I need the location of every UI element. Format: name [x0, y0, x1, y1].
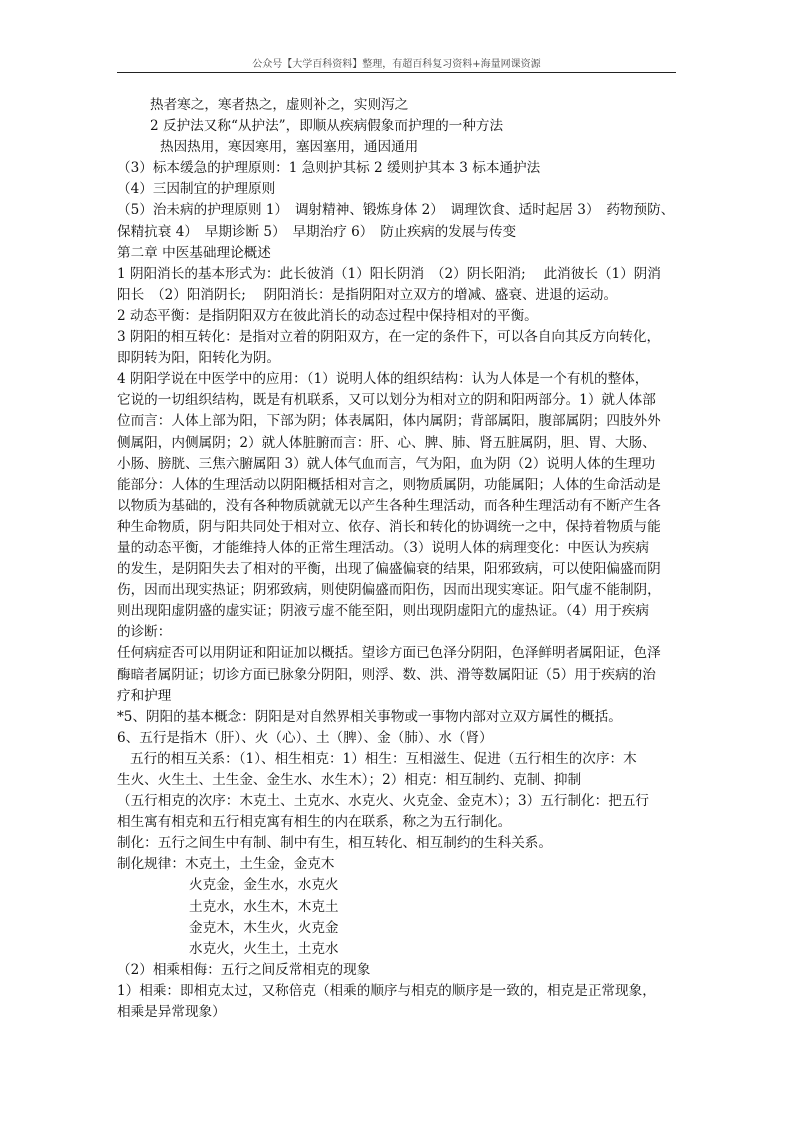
- text-line: 即阴转为阳，阳转化为阴。: [117, 350, 281, 367]
- text-line: 相乘是异常现象）: [117, 1004, 226, 1021]
- text-line: 位而言：人体上部为阳，下部为阴；体表属阳，体内属阴；背部属阳，腹部属阴；四肢外外: [117, 413, 661, 430]
- text-line: 伤，因而出现实热证；阴邪致病，则使阴偏盛而阳伤，因而出现实寒证。阳气虚不能制阴，: [117, 582, 661, 599]
- text-line: 任何病症否可以用阴证和阳证加以概括。望诊方面已色泽分阴阳，色泽鲜明者属阳证，色泽: [117, 645, 661, 662]
- text-line: （五行相克的次序：木克土、土克水、水克火、火克金、金克木）；3）五行制化：把五行: [117, 793, 650, 810]
- text-line: 制化规律：木克土，土生金，金克木: [117, 856, 335, 873]
- header-rule: [117, 72, 676, 73]
- text-line: 6、五行是指木（肝）、火（心）、土（脾）、金（肺）、水（肾）: [117, 729, 493, 746]
- text-line: 种生命物质，阴与阳共同处于相对立、依存、消长和转化的协调统一之中，保持着物质与能: [117, 518, 661, 535]
- text-line: 以物质为基础的，没有各种物质就就无以产生各种生理活动，而各种生理活动有不断产生各: [117, 497, 661, 514]
- text-line: （2）相乘相侮：五行之间反常相克的现象: [117, 961, 371, 978]
- text-line: 4 阴阳学说在中医学中的应用：（1）说明人体的组织结构：认为人体是一个有机的整体，: [117, 371, 649, 388]
- text-line: 量的动态平衡，才能维持人体的正常生理活动。（3）说明人体的病理变化：中医认为疾病: [117, 539, 650, 556]
- chapter-heading: 第二章 中医基础理论概述: [117, 244, 271, 261]
- text-line: 相生寓有相克和五行相克寓有相生的内在联系，称之为五行制化。: [117, 814, 512, 831]
- text-line: 则出现阳虚阴盛的虚实证；阴液亏虚不能至阳，则出现阴虚阳亢的虚热证。（4）用于疾病: [117, 603, 650, 620]
- text-line: 制化：五行之间生中有制、制中有生，相互转化、相互制约的生科关系。: [117, 835, 552, 852]
- text-line: 水克火，火生土，土克水: [189, 940, 339, 957]
- text-line: 2 动态平衡：是指阴阳双方在彼此消长的动态过程中保持相对的平衡。: [117, 307, 538, 324]
- text-line: （3）标本缓急的护理原则：1 急则护其标 2 缓则护其本 3 标本通护法: [117, 160, 541, 177]
- text-line: 的诊断：: [117, 624, 172, 641]
- text-line: （4）三因制宜的护理原则: [117, 181, 276, 198]
- text-line: 的发生，是阴阳失去了相对的平衡，出现了偏盛偏衰的结果，阳邪致病，可以使阳偏盛而阴: [117, 561, 661, 578]
- text-line: 它说的一切组织结构，既是有机联系，又可以划分为相对立的阴和阳两部分。1）就人体部: [117, 392, 656, 409]
- text-line: 阳长 （2）阳消阴长; 阴阳消长：是指阴阳对立双方的增减、盛衰、进退的运动。: [117, 286, 618, 303]
- text-line: 小肠、膀胱、三焦六腑属阳 3）就人体气血而言，气为阳，血为阴（2）说明人体的生理功: [117, 455, 656, 472]
- text-line: 2 反护法又称“从护法”，即顺从疾病假象而护理的一种方法: [150, 118, 504, 135]
- document-body: [117, 95, 679, 1023]
- text-line: 金克木，木生火，火克金: [189, 919, 339, 936]
- page-header: 公众号【大学百科资料】整理，有超百科复习资料+海量网课资源: [252, 59, 541, 70]
- text-line: 疗和护理: [117, 687, 172, 704]
- text-line: 热因热用，寒因寒用，塞因塞用，通因通用: [160, 139, 419, 156]
- text-line: 生火、火生土、土生金、金生水、水生木）；2）相克：相互制约、克制、抑制: [117, 772, 582, 788]
- text-line: （5）治未病的护理原则 1） 调射精神、锻炼身体 2） 调理饮食、适时起居 3） 药物预防、: [117, 202, 675, 219]
- text-line: 侧属阳，内侧属阴；2）就人体脏腑而言：肝、心、脾、肺、肾五脏属阴，胆、胃、大肠、: [117, 434, 656, 451]
- text-line: 能部分：人体的生理活动以阴阳概括相对言之，则物质属阴，功能属阳；人体的生命活动是: [117, 476, 661, 493]
- text-line: 火克金，金生水，水克火: [189, 877, 339, 894]
- text-line: 五行的相互关系：（1）、相生相克：1）相生：互相滋生、促进（五行相生的次序：木: [130, 750, 637, 767]
- text-line: 保精抗衰 4） 早期诊断 5） 早期治疗 6） 防止疾病的发展与传变: [117, 223, 517, 240]
- text-line: *5、阴阳的基本概念：阴阳是对自然界相关事物或一事物内部对立双方属性的概括。: [117, 708, 622, 725]
- text-line: 1 阴阳消长的基本形式为：此长彼消（1）阳长阴消 （2）阴长阳消; 此消彼长（1）阴消: [117, 265, 661, 282]
- text-line: 1）相乘：即相克太过，又称倍克（相乘的顺序与相克的顺序是一致的，相克是正常现象，: [117, 982, 656, 999]
- text-line: 3 阴阳的相互转化：是指对立着的阴阳双方，在一定的条件下，可以各自向其反方向转化，: [117, 329, 661, 346]
- text-line: 酶暗者属阴证；切诊方面已脉象分阴阳，则浮、数、洪、滑等数属阳证（5）用于疾病的治: [117, 666, 656, 683]
- text-line: 土克水，水生木，木克土: [189, 898, 339, 915]
- text-line: 热者寒之，寒者热之，虚则补之，实则泻之: [150, 97, 409, 113]
